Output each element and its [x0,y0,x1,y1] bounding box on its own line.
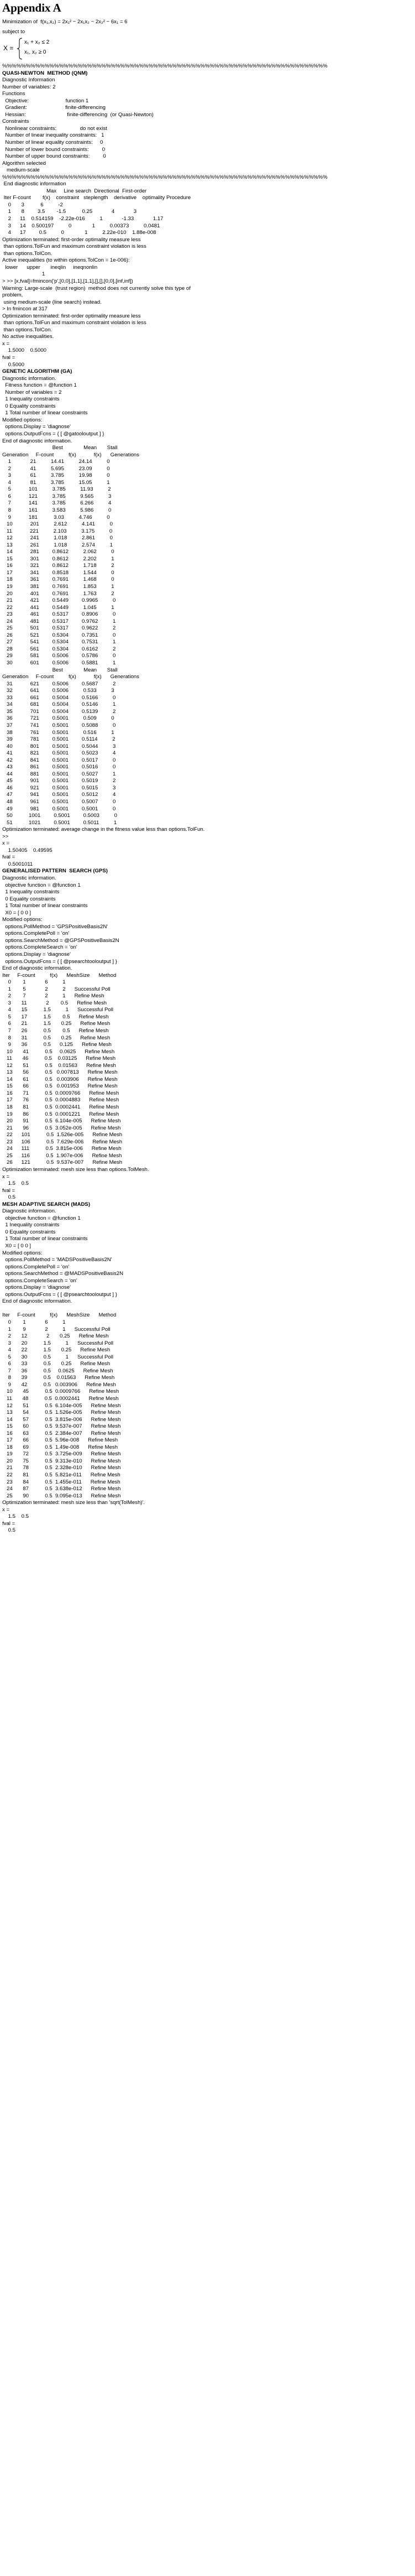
output-line: 4 15 1.5 1 Successful Poll [2,1007,114,1013]
output-line: 16 71 0.5 0.0009766 Refine Mesh [2,1090,119,1096]
output-line: 16 321 0.8612 1.718 2 [2,563,114,569]
output-line: 47 941 0.5001 0.5012 4 [2,792,116,798]
output-line: 18 81 0.5 0.0002441 Refine Mesh [2,1104,119,1111]
output-line: x = [2,340,10,347]
output-line: 7 26 0.5 0.5 Refine Mesh [2,1028,109,1034]
output-line: 19 381 0.7691 1.853 1 [2,584,114,590]
feasible-set [2,37,69,61]
output-line: 14 61 0.5 0.003906 Refine Mesh [2,1076,118,1083]
output-line: x = [2,840,10,847]
output-line: 43 861 0.5001 0.5016 0 [2,764,116,771]
output-line: 50 1001 0.5001 0.5003 0 [2,813,117,819]
section-heading: GENETIC ALGORITHM (GA) [2,368,72,375]
output-line: X0 = [ 0 0 ] [2,1242,31,1249]
output-line: > In fmincon at 317 [2,306,48,313]
output-line: fval = [2,354,15,361]
output-line: options.CompletePoll = 'on' [2,930,70,937]
output-line: than options.TolFun and maximum constraint violation is less [2,243,146,250]
output-line: than options.TolFun and maximum constraint violation is less [2,320,146,326]
output-line: End diagnostic information [2,181,66,188]
output-line: 0 1 6 1 [2,1319,66,1325]
output-line: 4 17 0.5 0 1 2.22e-010 1.88e-008 [2,230,156,236]
output-line: 4 81 3.785 15.05 1 [2,479,110,486]
output-line: 26 521 0.5304 0.7351 0 [2,632,116,638]
output-line: 10 41 0.5 0.0625 Refine Mesh [2,1048,115,1055]
output-line: Max Line search Directional First-order [2,188,147,194]
output-line: 12 51 0.5 6.104e-005 Refine Mesh [2,1402,121,1409]
output-line: 9 36 0.5 0.125 Refine Mesh [2,1042,112,1048]
output-line: options.OutputFcns = { [ @gatooloutput ] } [2,430,104,437]
output-line: x = [2,1506,10,1513]
output-line: 8 161 3.583 5.986 0 [2,507,112,513]
output-line: 13 56 0.5 0.007813 Refine Mesh [2,1069,118,1076]
feasible-set-symbol: X = [3,44,14,52]
output-line: 3 14 0.500197 0 1 0.00373 0.0481 [2,222,160,229]
problem-statement [2,15,411,63]
output-line: Number of variables = 2 [2,389,62,395]
output-line: Algorithm selected [2,160,46,166]
output-line: options.CompleteSearch = 'on' [2,1277,77,1284]
output-line: Generation F-count f(x) f(x) Generations [2,674,139,680]
output-line: 15 301 0.8612 2.202 1 [2,555,114,562]
output-line: Constraints [2,118,29,125]
output-line [2,1305,411,1313]
output-line: 1 [2,271,45,278]
output-line: 49 981 0.5001 0.5001 0 [2,805,116,812]
output-line: 40 801 0.5001 0.5044 3 [2,743,116,750]
output-line: using medium-scale (line search) instead. [2,299,102,305]
output-line: 1 Inequality constraints [2,1222,60,1229]
subject-to-label: subject to [2,29,25,35]
output-line: Modified options: [2,1250,43,1256]
output-line: 1 8 3.5 -1.5 0.25 4 3 [2,209,137,215]
output-line: Optimization terminated: first-order optimality measure less [2,313,141,319]
output-line: than options.TolCon. [2,250,52,257]
output-line: Modified options: [2,417,43,423]
output-line: options.CompletePoll = 'on' [2,1263,70,1270]
output-line: 0 1 6 1 [2,979,66,986]
output-line: %%%%%%%%%%%%%%%%%%%%%%%%%%%%%%%%%%%%%%%%%%%%%%%%%%%%%%%%%%%%%%%%%%%%% [2,63,328,69]
output-line: problem, [2,292,23,299]
output-line: 20 91 0.5 6.104e-005 Refine Mesh [2,1118,121,1125]
output-line: Number of linear inequality constraints: 1 [2,132,104,139]
output-line: 2 7 2 1 Refine Mesh [2,993,104,1000]
output-line: 22 441 0.5449 1.045 1 [2,604,114,611]
output-line: 9 42 0.5 0.003906 Refine Mesh [2,1381,116,1388]
output-line: 1 Inequality constraints [2,396,60,403]
output-line: Diagnostic Information [2,77,55,84]
output-line: options.OutputFcns = { [ @psearchtooloutput ] } [2,958,117,965]
output-line: 31 621 0.5006 0.5687 2 [2,680,116,687]
output-line: options.CompleteSearch = 'on' [2,944,77,951]
output-line: 1 Total number of linear constraints [2,903,88,909]
output-line: Diagnostic information. [2,1208,56,1215]
output-line: 2 12 2 0.25 Refine Mesh [2,1333,109,1340]
output-line: End of diagnostic information. [2,438,72,444]
output-line: 25 501 0.5317 0.9622 2 [2,625,116,632]
output-line: 11 221 2.103 3.175 0 [2,528,113,534]
output-line: 23 106 0.5 7.629e-006 Refine Mesh [2,1138,123,1145]
output-line: Warning: Large-scale (trust region) method does not currently solve this type of [2,285,191,292]
output-line: Active inequalities (to within options.TolCon = 1e-006): [2,257,130,264]
output-line: Iter F-count f(x) constraint steplength derivative optimality Procedure [2,195,191,201]
output-line: 6 33 0.5 0.25 Refine Mesh [2,1361,111,1367]
output-line: 27 541 0.5304 0.7531 1 [2,639,116,646]
output-line: 3 61 3.785 19.98 0 [2,472,110,479]
output-line: 11 46 0.5 0.03125 Refine Mesh [2,1055,116,1062]
output-line: 14 281 0.8612 2.062 0 [2,549,114,555]
output-line: 1.5 0.5 [2,1513,29,1520]
output-line: 1 Total number of linear constraints [2,410,88,417]
output-line: End of diagnostic information. [2,965,72,972]
output-line: 22 101 0.5 1.526e-005 Refine Mesh [2,1132,123,1138]
output-line: 37 741 0.5001 0.5088 0 [2,722,116,728]
output-line: options.PollMethod = 'GPSPositiveBasis2N' [2,923,108,930]
output-line: 17 66 0.5 5.96e-008 Refine Mesh [2,1437,118,1444]
constraint-nonneg: x₁, x₂ ≥ 0 [24,49,46,55]
output-line: End of diagnostic information. [2,1298,72,1305]
output-line: Optimization terminated: mesh size less than 'sqrt(TolMesh)'. [2,1500,145,1506]
output-line: %%%%%%%%%%%%%%%%%%%%%%%%%%%%%%%%%%%%%%%%%%%%%%%%%%%%%%%%%%%%%%%%%%%%% [2,174,328,180]
output-line: 30 601 0.5006 0.5881 1 [2,660,116,667]
output-line: options.SearchMethod = @MADSPositiveBasis2N [2,1271,124,1277]
output-line: 24 481 0.5317 0.9762 1 [2,618,116,625]
output-line: 21 421 0.5449 0.9965 0 [2,597,116,604]
output-line: 2 11 0.514159 -2.22e-016 1 -1.33 1.17 [2,216,164,222]
output-line: 33 661 0.5004 0.5166 0 [2,694,116,701]
output-line: 1 21 14.41 24.14 0 [2,459,110,465]
output-line: options.Display = 'diagnose' [2,1284,71,1291]
output-line: Functions [2,91,25,97]
output-line: 1 9 2 1 Successful Poll [2,1326,111,1333]
output-line: Diagnostic information. [2,375,56,382]
output-line: Fitness function = @function 1 [2,382,77,389]
output-line: 28 561 0.5304 0.6162 2 [2,646,116,652]
output-line: 9 181 3.03 4.746 0 [2,514,110,521]
output-line: 1 Inequality constraints [2,889,60,896]
output-line: Objective: function 1 [2,97,89,104]
output-line: 26 121 0.5 9.537e-007 Refine Mesh [2,1159,123,1166]
output-line: 24 111 0.5 3.815e-006 Refine Mesh [2,1146,122,1152]
output-line: 39 781 0.5001 0.5114 2 [2,736,115,743]
output-line: 5 101 3.785 11.93 2 [2,486,111,493]
output-line: 34 681 0.5004 0.5146 1 [2,701,116,708]
output-line: 22 81 0.5 5.821e-011 Refine Mesh [2,1472,120,1479]
section-heading: GENERALISED PATTERN SEARCH (GPS) [2,868,108,875]
output-line: 23 461 0.5317 0.8906 0 [2,611,116,618]
output-line: 18 361 0.7691 1.468 0 [2,576,114,583]
output-line: 25 90 0.5 9.095e-013 Refine Mesh [2,1492,121,1499]
console-output [2,63,411,1534]
output-line: 32 641 0.5006 0.533 3 [2,688,114,694]
output-line: 51 1021 0.5001 0.5011 1 [2,819,117,826]
output-line: 3 20 1.5 1 Successful Poll [2,1340,114,1346]
output-line: Optimization terminated: mesh size less than options.TolMesh. [2,1166,149,1173]
output-line: Number of variables: 2 [2,84,56,90]
output-line: 13 54 0.5 1.526e-005 Refine Mesh [2,1409,121,1416]
output-line: 19 72 0.5 3.725e-009 Refine Mesh [2,1451,121,1458]
output-line: 11 48 0.5 0.0002441 Refine Mesh [2,1396,119,1402]
output-line: 14 57 0.5 3.815e-006 Refine Mesh [2,1416,121,1423]
output-line: 41 821 0.5001 0.5023 4 [2,750,116,757]
output-line: 16 63 0.5 2.384e-007 Refine Mesh [2,1430,121,1437]
output-line: 19 86 0.5 0.0001221 Refine Mesh [2,1111,119,1117]
output-line: Optimization terminated: first-order optimality measure less [2,236,141,243]
output-line: 0.5001011 [2,861,33,867]
output-line: 42 841 0.5001 0.5017 0 [2,757,116,763]
document [2,0,411,1534]
output-line: Iter F-count f(x) MeshSize Method [2,972,117,979]
output-line: Generation F-count f(x) f(x) Generations [2,451,139,458]
section-heading: MESH ADAPTIVE SEARCH (MADS) [2,1201,91,1208]
output-line: 0 Equality constraints [2,403,56,409]
output-line: 48 961 0.5001 0.5007 0 [2,798,116,805]
output-line: options.Display = 'diagnose' [2,424,71,430]
output-line: Iter F-count f(x) MeshSize Method [2,1312,117,1319]
section-heading: QUASI-NEWTON METHOD (QNM) [2,70,88,76]
output-line: 3 11 2 0.5 Refine Mesh [2,1000,107,1006]
output-line: than options.TolCon. [2,326,52,333]
output-line: 0 Equality constraints [2,896,56,902]
output-line: X0 = [ 0 0 ] [2,909,31,916]
output-line: fval = [2,854,15,861]
output-line: Number of upper bound constraints: 0 [2,153,106,160]
output-line: 15 60 0.5 9.537e-007 Refine Mesh [2,1423,121,1430]
output-line: 46 921 0.5001 0.5015 3 [2,784,116,791]
output-line: Best Mean Stall [2,445,118,451]
output-line: 12 51 0.5 0.01563 Refine Mesh [2,1062,116,1069]
output-line: 15 66 0.5 0.001953 Refine Mesh [2,1083,118,1090]
output-line: 17 341 0.8518 1.544 0 [2,569,114,576]
output-line: 25 116 0.5 1.907e-006 Refine Mesh [2,1152,122,1159]
output-line: options.SearchMethod = @GPSPositiveBasis2N [2,937,119,944]
output-line: 1.50405 0.49595 [2,847,52,854]
output-line: fval = [2,1187,15,1194]
output-line: Number of lower bound constraints: 0 [2,146,106,153]
output-line: 13 261 1.018 2.574 1 [2,542,113,548]
output-line: 0.5 [2,1527,15,1534]
output-line: 12 241 1.018 2.861 0 [2,535,113,542]
constraint-sum: x₁ + x₂ ≤ 2 [24,39,50,45]
output-line: options.OutputFcns = { [ @psearchtooloutput ] } [2,1291,117,1298]
output-line: 0.5 [2,1194,15,1201]
output-line: options.Display = 'diagnose' [2,951,71,957]
output-line: 23 84 0.5 1.455e-011 Refine Mesh [2,1479,120,1485]
output-line: 38 761 0.5001 0.516 1 [2,729,114,736]
output-line: 6 21 1.5 0.25 Refine Mesh [2,1021,111,1027]
output-line: 0 Equality constraints [2,1229,56,1235]
output-line: 4 22 1.5 0.25 Refine Mesh [2,1347,111,1354]
output-line: > >> [x,fval]=fmincon('p',[0,0],[1,1],[1,1],[],[],[0,0],[inf,inf]) [2,278,133,284]
output-line: objective function = @function 1 [2,882,81,888]
output-line: 5 17 1.5 0.5 Refine Mesh [2,1013,109,1020]
output-line: Nonlinear constraints: do not exist [2,125,107,132]
output-line: 8 39 0.5 0.01563 Refine Mesh [2,1375,115,1381]
output-line: 20 75 0.5 9.313e-010 Refine Mesh [2,1458,121,1464]
output-line: medium-scale [2,167,40,174]
output-line: 44 881 0.5001 0.5027 1 [2,771,116,777]
output-line: >> [2,833,9,840]
output-line: 10 45 0.5 0.0009766 Refine Mesh [2,1388,119,1395]
output-line: 7 36 0.5 0.0625 Refine Mesh [2,1367,113,1374]
output-line: 8 31 0.5 0.25 Refine Mesh [2,1034,111,1041]
output-line: 1.5 0.5 [2,1180,29,1187]
objective-function: Minimization of f(x₁,x₂) = 2x₁² − 2x₁x₂ − 2x₂² − 6x₁ = 6 [2,19,128,25]
output-line: 2 41 5.695 23.09 0 [2,465,110,472]
appendix-heading: Appendix A [2,1,61,14]
output-line: 17 76 0.5 0.0004883 Refine Mesh [2,1097,119,1104]
output-line: 10 201 2.612 4.141 0 [2,521,113,528]
output-line: 20 401 0.7691 1.763 2 [2,590,114,597]
output-line: 36 721 0.5001 0.509 0 [2,715,114,722]
output-line: options.PollMethod = 'MADSPositiveBasis2N' [2,1257,112,1263]
output-line: 21 96 0.5 3.052e-005 Refine Mesh [2,1125,121,1131]
output-line: 21 78 0.5 2.328e-010 Refine Mesh [2,1465,121,1471]
output-line: Best Mean Stall [2,667,118,673]
output-line: 18 69 0.5 1.49e-008 Refine Mesh [2,1444,118,1450]
output-line: Number of linear equality constraints: 0 [2,139,103,146]
output-line: Optimization terminated: average change in the fitness value less than options.TolFun. [2,826,205,833]
output-line: 5 30 0.5 1 Successful Poll [2,1354,114,1360]
output-line: 45 901 0.5001 0.5019 2 [2,778,116,784]
output-line: Hessian: finite-differencing (or Quasi-Newton) [2,111,154,118]
output-line: 6 121 3.785 9.565 3 [2,493,112,499]
output-line: Modified options: [2,917,43,923]
output-line: 1.5000 0.5000 [2,347,47,354]
output-line: x = [2,1173,10,1180]
output-line: 0 3 6 -2 [2,201,63,208]
output-line: 0.5000 [2,361,25,368]
output-line: 24 87 0.5 3.638e-012 Refine Mesh [2,1486,121,1492]
output-line: 7 141 3.785 6.266 4 [2,500,112,507]
output-line: objective function = @function 1 [2,1215,81,1221]
output-line: Diagnostic information. [2,875,56,881]
output-line: 29 581 0.5006 0.5786 0 [2,653,116,659]
output-line: 1 Total number of linear constraints [2,1236,88,1242]
output-line: 1 5 2 2 Successful Poll [2,986,111,992]
output-line: lower upper ineqlin ineqnonlin [2,264,98,270]
output-line: Gradient: finite-differencing [2,105,106,111]
output-line: 35 701 0.5004 0.5139 2 [2,708,116,715]
output-line: No active inequalities. [2,334,54,340]
output-line: fval = [2,1520,15,1527]
